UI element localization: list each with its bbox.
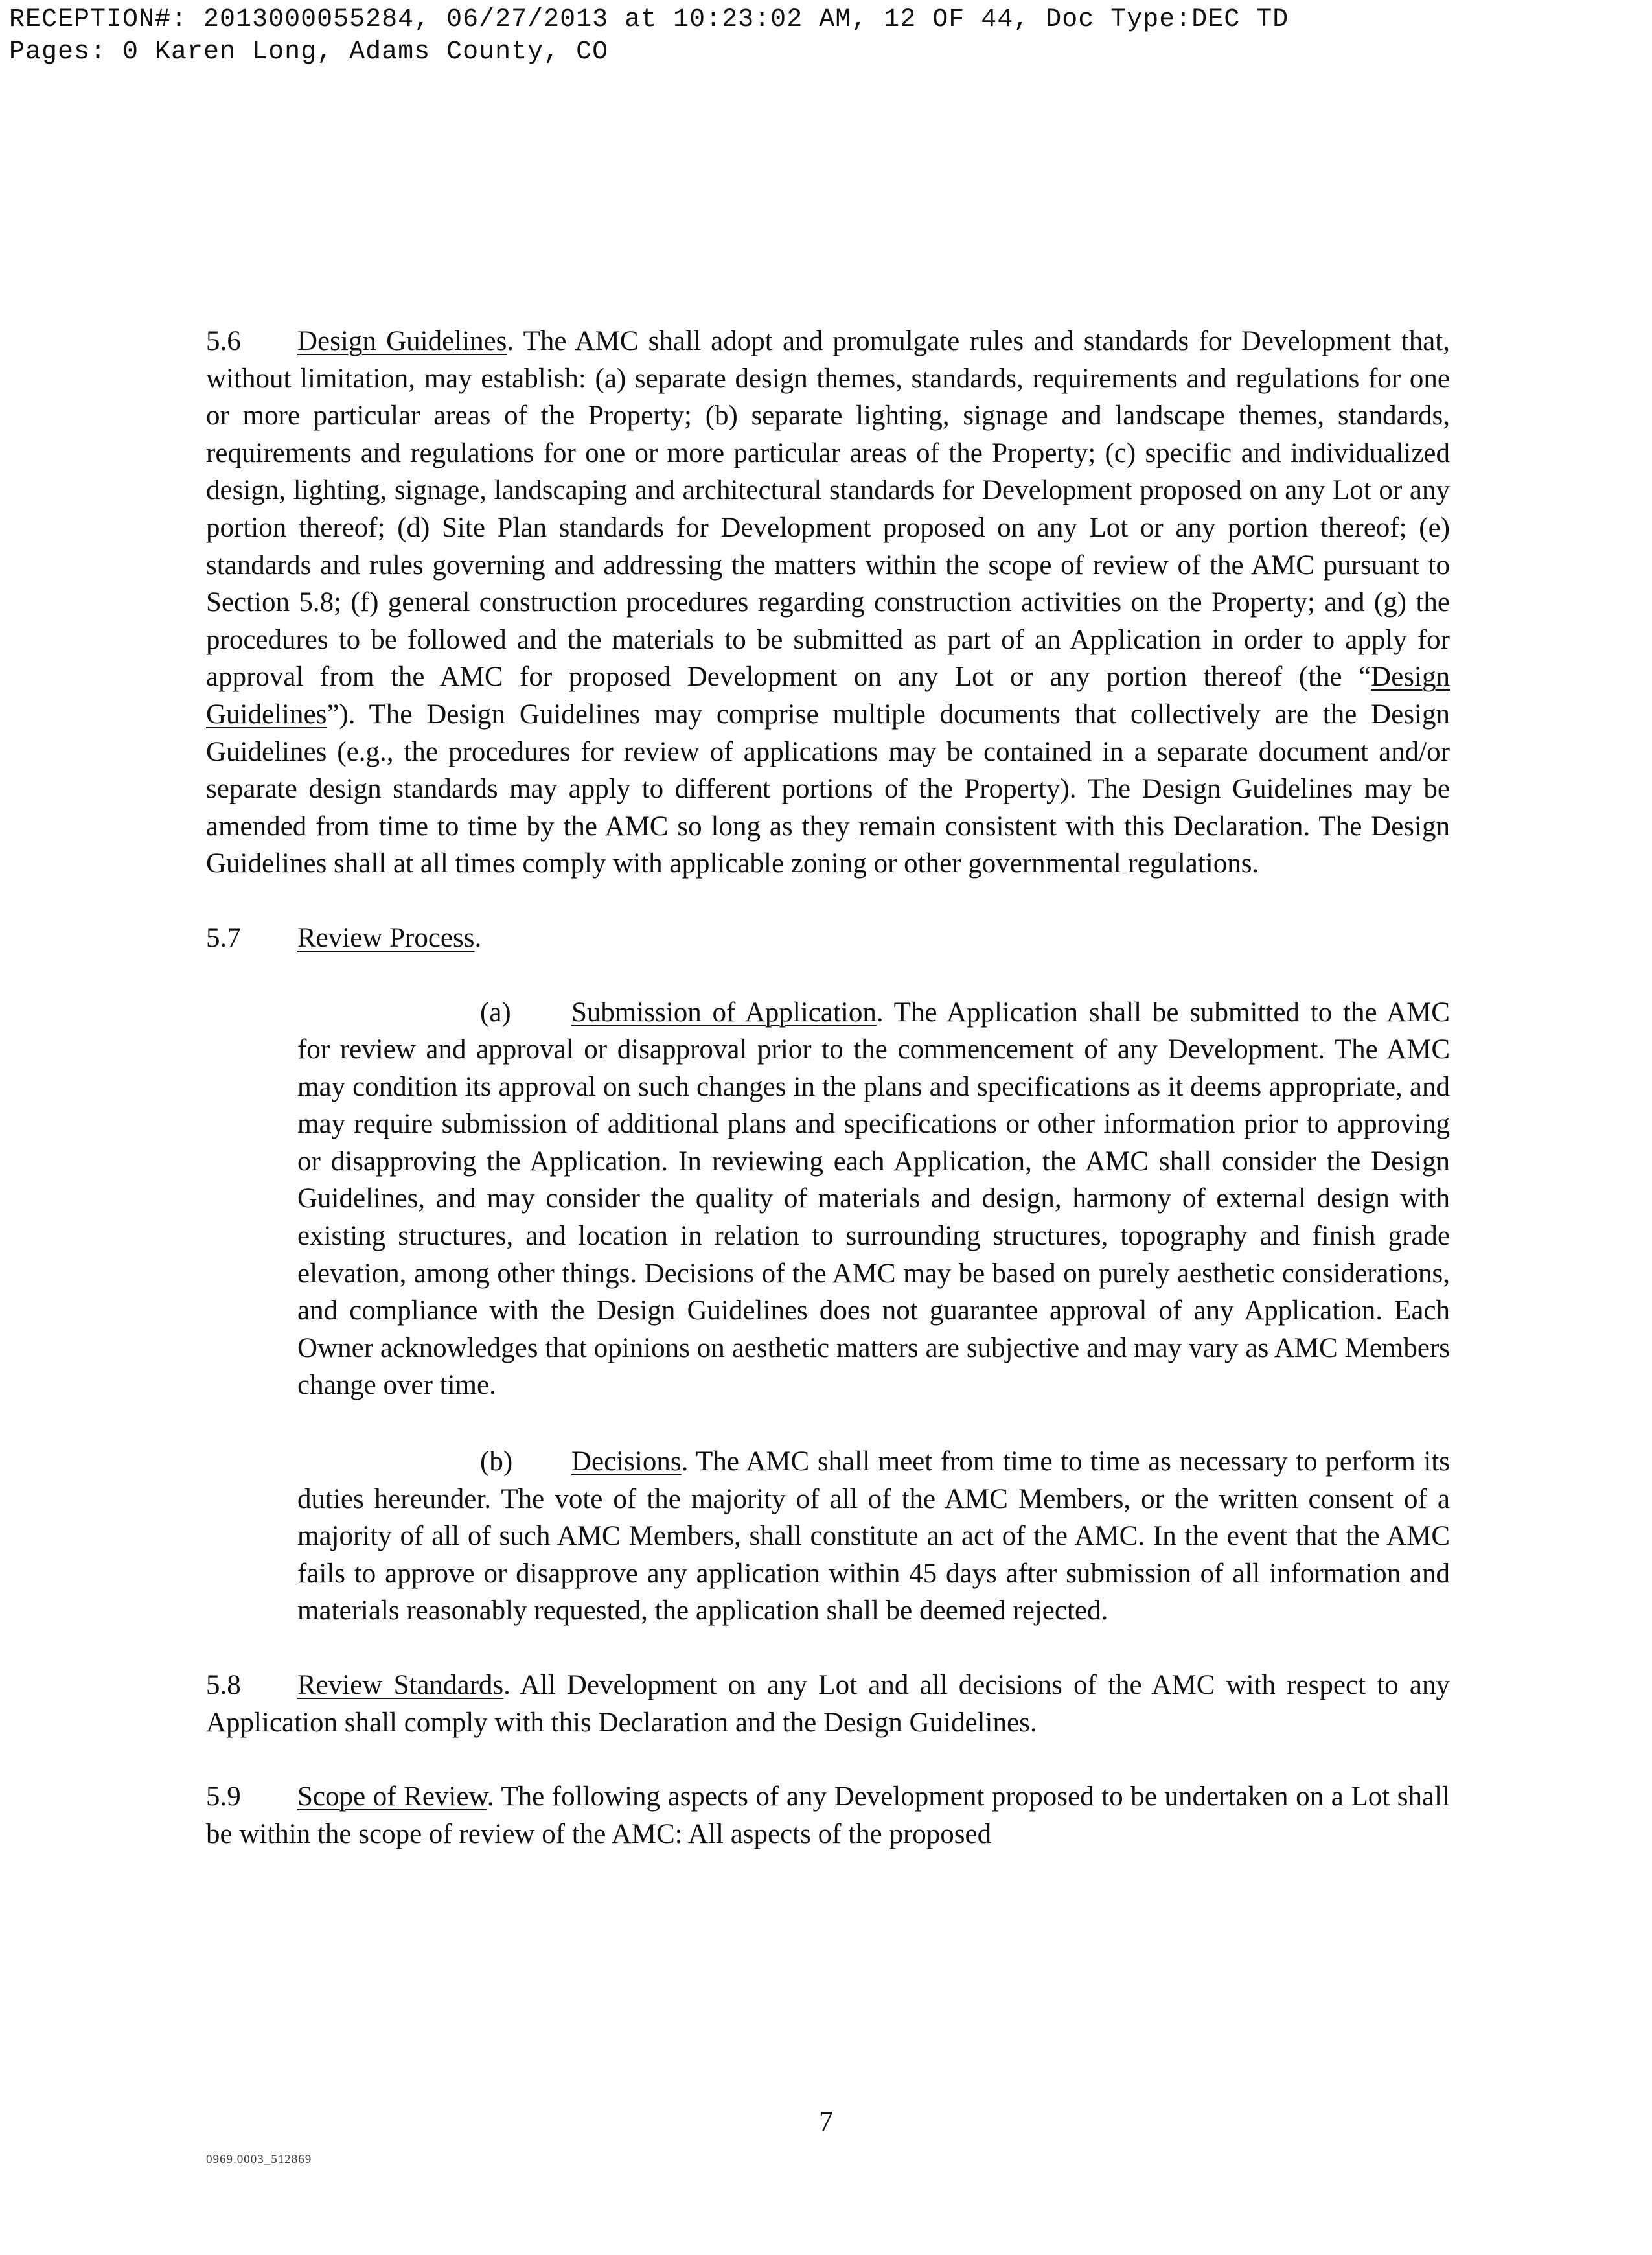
section-5-8-text: . All Development on any Lot and all decisions of the AMC with respect to any Application shall comply with this Declaration and the Design Guidelines.: [206, 1670, 1450, 1738]
document-body: [206, 323, 1450, 1853]
section-5-7-a-title: Submission of Application: [571, 997, 877, 1028]
section-5-6-text-b: ”). The Design Guidelines may comprise multiple documents that collectively are the Design Guidelines (e.g., the procedures for review of applications may be contained in a separate document and/or separate design standards may apply to different portions of the Property). The Design Guidelines may be amended from time to time by the AMC so long as they remain consistent with this Declaration. The Design Guidelines shall at all times comply with applicable zoning or other governmental regulations.: [206, 699, 1450, 879]
section-5-8: [206, 1667, 1450, 1741]
section-5-6-title: Design Guidelines: [297, 326, 507, 356]
section-5-6-defined-term: Design Guidelines: [206, 662, 1450, 730]
section-5-7-number: 5.7: [206, 922, 241, 953]
section-5-9: [206, 1778, 1450, 1853]
page-number: 7: [819, 2105, 833, 2137]
section-5-9-title: Scope of Review: [297, 1781, 487, 1812]
section-5-7-b-text: . The AMC shall meet from time to time as necessary to perform its duties hereunder. The vote of the majority of all of the AMC Members, or the written consent of a majority of all of such AMC Members, shall constitute an act of the AMC. In the event that the AMC fails to approve or disapprove any application within 45 days after submission of all information and materials reasonably requested, the application shall be deemed rejected.: [297, 1446, 1450, 1626]
section-5-7-a-label: (a): [480, 997, 511, 1028]
section-5-7-title: Review Process: [297, 922, 475, 953]
section-5-8-title: Review Standards: [297, 1670, 504, 1700]
section-5-7-b-title: Decisions: [571, 1446, 682, 1477]
reception-stamp-line-1: RECEPTION#: 2013000055284, 06/27/2013 at 10:23:02 AM, 12 OF 44, Doc Type:DEC TD: [9, 5, 1289, 34]
section-5-9-text: . The following aspects of any Development proposed to be undertaken on a Lot shall be within the scope of review of the AMC: All aspects of the proposed: [206, 1781, 1451, 1849]
reception-stamp-line-2: Pages: 0 Karen Long, Adams County, CO: [9, 38, 609, 67]
section-5-7-title-suffix: .: [474, 922, 482, 953]
section-5-9-number: 5.9: [206, 1781, 241, 1812]
section-5-7: [206, 919, 1450, 957]
section-5-6: [206, 323, 1450, 883]
reception-stamp: [9, 4, 1289, 69]
section-5-7-b-label: (b): [480, 1446, 513, 1477]
section-5-8-number: 5.8: [206, 1670, 241, 1700]
section-5-6-number: 5.6: [206, 326, 241, 356]
section-5-6-text-a: . The AMC shall adopt and promulgate rules and standards for Development that, without limitation, may establish: (a) separate design themes, standards, requirements and regulations for one or more particular areas of the Property; (b) separate lighting, signage and landscape themes, standards, requirements and regulations for one or more particular areas of the Property; (c) specific and individualized design, lighting, signage, landscaping and architectural standards for Development proposed on any Lot or any portion thereof; (d) Site Plan standards for Development proposed on any Lot or any portion thereof; (e) standards and rules governing and addressing the matters within the scope of review of the AMC pursuant to Section 5.8; (f) general construction procedures regarding construction activities on the Property; and (g) the procedures to be followed and the materials to be submitted as part of an Application in order to apply for approval from the AMC for proposed Development on any Lot or any portion thereof (the “: [206, 326, 1450, 693]
section-5-7-a: [297, 994, 1450, 1405]
section-5-7-b: [297, 1443, 1450, 1630]
section-5-7-a-text: . The Application shall be submitted to the AMC for review and approval or disapproval prior to the commencement of any Development. The AMC may condition its approval on such changes in the plans and specifications as it deems appropriate, and may require submission of additional plans and specifications or other information prior to approving or disapproving the Application. In reviewing each Application, the AMC shall consider the Design Guidelines, and may consider the quality of materials and design, harmony of external design with existing structures, and location in relation to surrounding structures, topography and finish grade elevation, among other things. Decisions of the AMC may be based on purely aesthetic considerations, and compliance with the Design Guidelines does not guarantee approval of any Application. Each Owner acknowledges that opinions on aesthetic matters are subjective and may vary as AMC Members change over time.: [297, 997, 1450, 1401]
document-id: 0969.0003_512869: [206, 2153, 312, 2166]
